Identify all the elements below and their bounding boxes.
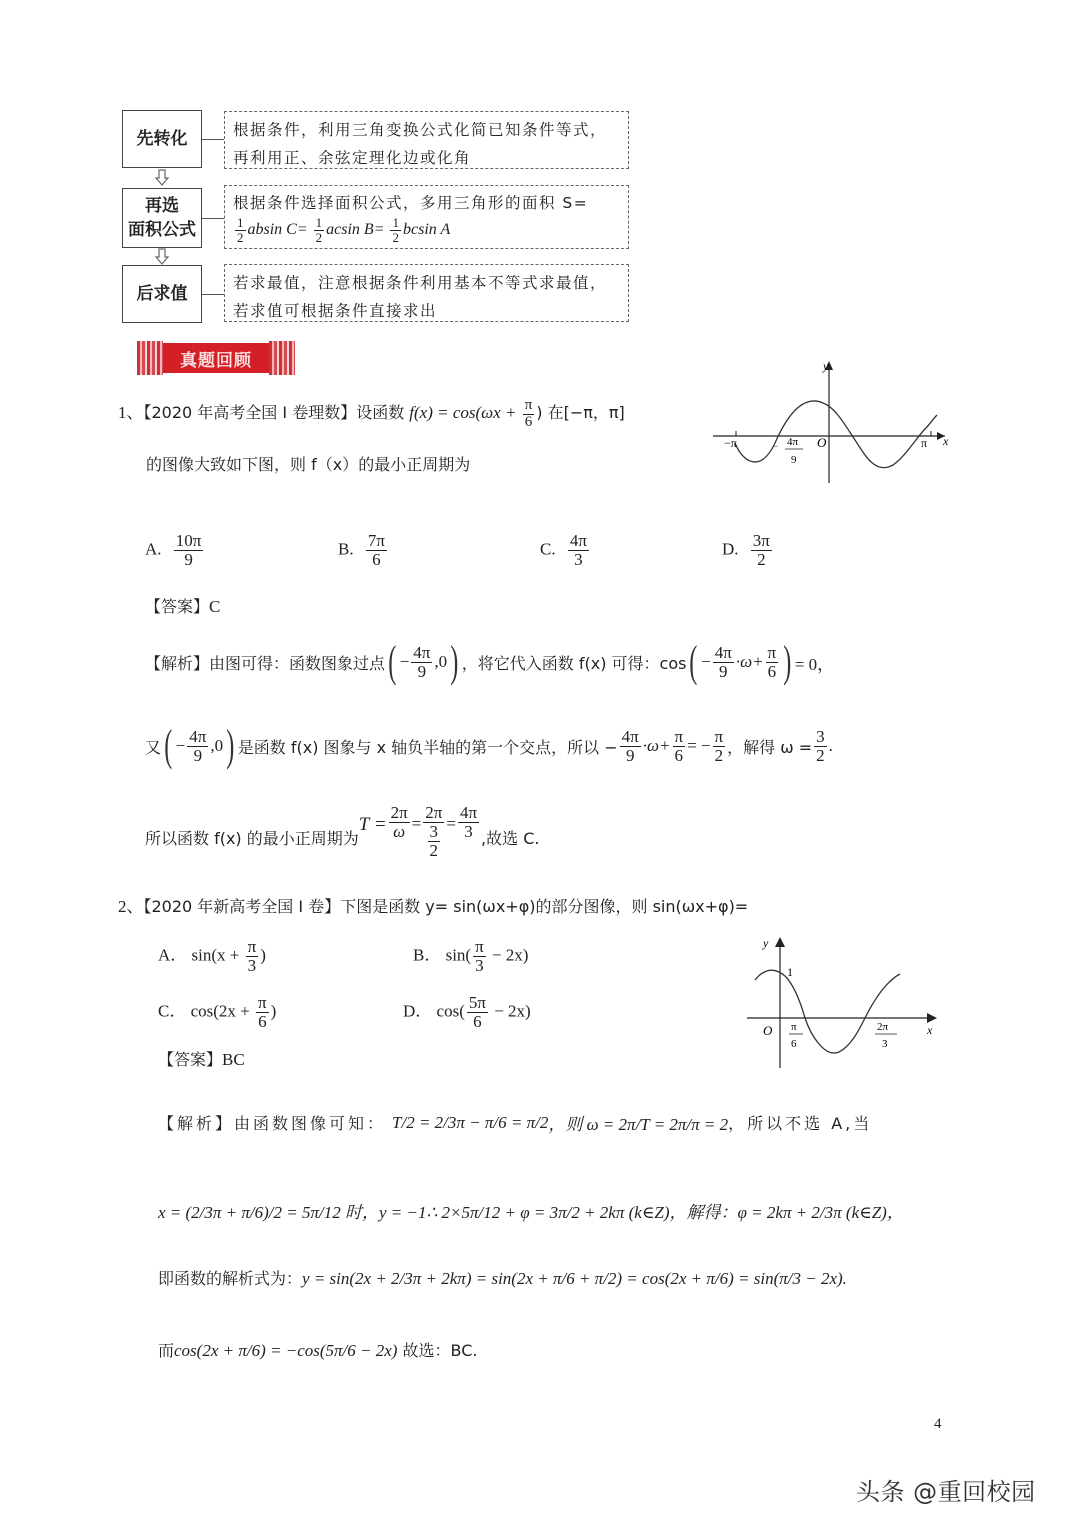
problem2-analysis-line2: x = (2/3π + π/6)/2 = 5π/12 时，y = −1∴ 2×5π/12 + φ = 3π/2 + 2kπ (k∈Z)，解得：φ = 2kπ + 2/3π (k∈Z)，	[158, 1203, 904, 1222]
svg-text:6: 6	[791, 1038, 797, 1050]
svg-text:π: π	[791, 1021, 797, 1033]
origin-label: O	[817, 435, 827, 450]
desc-line: 根据条件选择面积公式，多用三角形的面积 S=	[233, 194, 589, 212]
problem1-cosine-graph	[705, 355, 955, 485]
connector-line	[202, 294, 224, 295]
svg-text:O: O	[763, 1023, 773, 1038]
option-b[interactable]: B． sin( $\frac{\pi}{3}$ − 2x)	[413, 937, 529, 975]
hollow-down-arrow-icon	[155, 169, 169, 187]
problem2-analysis-line1: 【解析】由函数图像可知： T/2 = 2/3π − π/6 = π/2 ，则 ω = 2π/T = 2π/π = 2 ，所以不选 A,当	[158, 1112, 873, 1134]
option-d[interactable]: D. $\frac{3\pi}{2}$	[722, 531, 770, 569]
y-axis-label: y	[823, 359, 829, 373]
svg-text:9: 9	[791, 454, 797, 466]
banner-stripes-right	[269, 341, 295, 375]
svg-text:2π: 2π	[877, 1021, 889, 1033]
desc-line: 若求最值，注意根据条件利用基本不等式求最值，	[233, 274, 608, 292]
option-c[interactable]: C． cos(2x + $\frac{\pi}{6}$ )	[158, 993, 277, 1031]
step-title: 后求值	[136, 284, 188, 304]
problem1-analysis-line1: 【解析】 由图可得：函数图象过点 ( − $\frac{4\pi}{9}$ ,0 ) ，将它代入函数 f(x) 可得：cos ( − $\frac{4\pi}{9}$ ·ω+ $\frac{\pi}{6}$ ) = 0，	[145, 637, 835, 686]
connector-line	[202, 139, 224, 140]
option-a[interactable]: A． sin(x + $\frac{\pi}{3}$ )	[158, 937, 266, 975]
svg-text:x: x	[927, 1023, 933, 1037]
watermark: 头条 @重回校园	[856, 1478, 1036, 1506]
hollow-down-arrow-icon	[155, 248, 169, 266]
banner-label: 真题回顾	[163, 343, 269, 373]
problem2-analysis-line4: 而cos(2x + π/6) = −cos(5π/6 − 2x) 故选：BC.	[158, 1341, 478, 1360]
problem2-answer: 【答案】BC	[158, 1050, 245, 1069]
step-title: 再选	[145, 196, 179, 216]
option-b[interactable]: B. $\frac{7\pi}{6}$	[338, 531, 385, 569]
problem2-sine-graph	[735, 932, 945, 1072]
svg-text:4π: 4π	[787, 436, 799, 448]
problem1-stem-line2: 的图像大致如下图，则 f（x）的最小正周期为	[146, 455, 471, 474]
problem1-answer: 【答案】C	[145, 597, 221, 616]
step-title: 面积公式	[128, 220, 196, 240]
option-d[interactable]: D． cos( $\frac{5\pi}{6}$ − 2x)	[403, 993, 531, 1031]
area-formula: $\frac{1}{2}$ absin C= $\frac{1}{2}$ acsin B= $\frac{1}{2}$ bcsin A	[237, 215, 451, 245]
step-desc-find-value	[224, 264, 629, 322]
tick-pi: π	[921, 436, 928, 450]
problem1-analysis-line3: 所以函数 f(x) 的最小正周期为 T = $\frac{2\pi}{\omega}$ = $\frac{2\pi}{\frac{3}{2}}$ = $\frac{4\pi}{3}$ ,故选 C.	[145, 803, 540, 860]
problem2-stem: 2、【2020 年新高考全国 Ⅰ 卷】下图是函数 y= sin(ωx+φ)的部分图像，则 sin(ωx+φ)=	[118, 897, 749, 916]
problem1-analysis-line2: 又 ( − $\frac{4\pi}{9}$ ,0 ) 是函数 f(x) 图象与 x 轴负半轴的第一个交点，所以 − $\frac{4\pi}{9}$ ·ω+ $\frac{\pi}{6}$ = − $\frac{\pi}{2}$ ，解得 ω = $\frac{3}{2}$ .	[145, 721, 833, 770]
svg-text:−: −	[773, 441, 779, 451]
svg-text:3: 3	[882, 1038, 888, 1050]
svg-text:1: 1	[787, 965, 793, 979]
tick-neg-pi: −π	[724, 436, 737, 450]
page-number: 4	[934, 1416, 942, 1432]
problem1-stem: 1、【2020 年高考全国 Ⅰ 卷理数】设函数 f(x) = cos(ωx + $\frac{\pi}{6}$ ) 在[−π，π]	[118, 397, 625, 430]
svg-text:y: y	[763, 936, 769, 950]
x-axis-label: x	[943, 434, 949, 448]
step-box-find-value	[122, 265, 202, 323]
desc-line: 若求值可根据条件直接求出	[233, 302, 438, 320]
step-desc-area-formula	[224, 185, 629, 249]
step-box-transform	[122, 110, 202, 168]
desc-line: 再利用正、余弦定理化边或化角	[233, 149, 472, 167]
step-title: 先转化	[136, 129, 188, 149]
section-banner	[137, 341, 295, 375]
step-desc-transform	[224, 111, 629, 169]
step-box-area-formula	[122, 188, 202, 248]
problem2-analysis-line3: 即函数的解析式为：y = sin(2x + 2/3π + 2kπ) = sin(2x + π/6 + π/2) = cos(2x + π/6) = sin(π/3 − 2x).	[158, 1269, 847, 1288]
desc-line: 根据条件，利用三角变换公式化简已知条件等式，	[233, 121, 608, 139]
connector-line	[202, 218, 224, 219]
banner-stripes-left	[137, 341, 163, 375]
option-c[interactable]: C. $\frac{4\pi}{3}$	[540, 531, 587, 569]
option-a[interactable]: A. $\frac{10\pi}{9}$	[145, 531, 202, 569]
